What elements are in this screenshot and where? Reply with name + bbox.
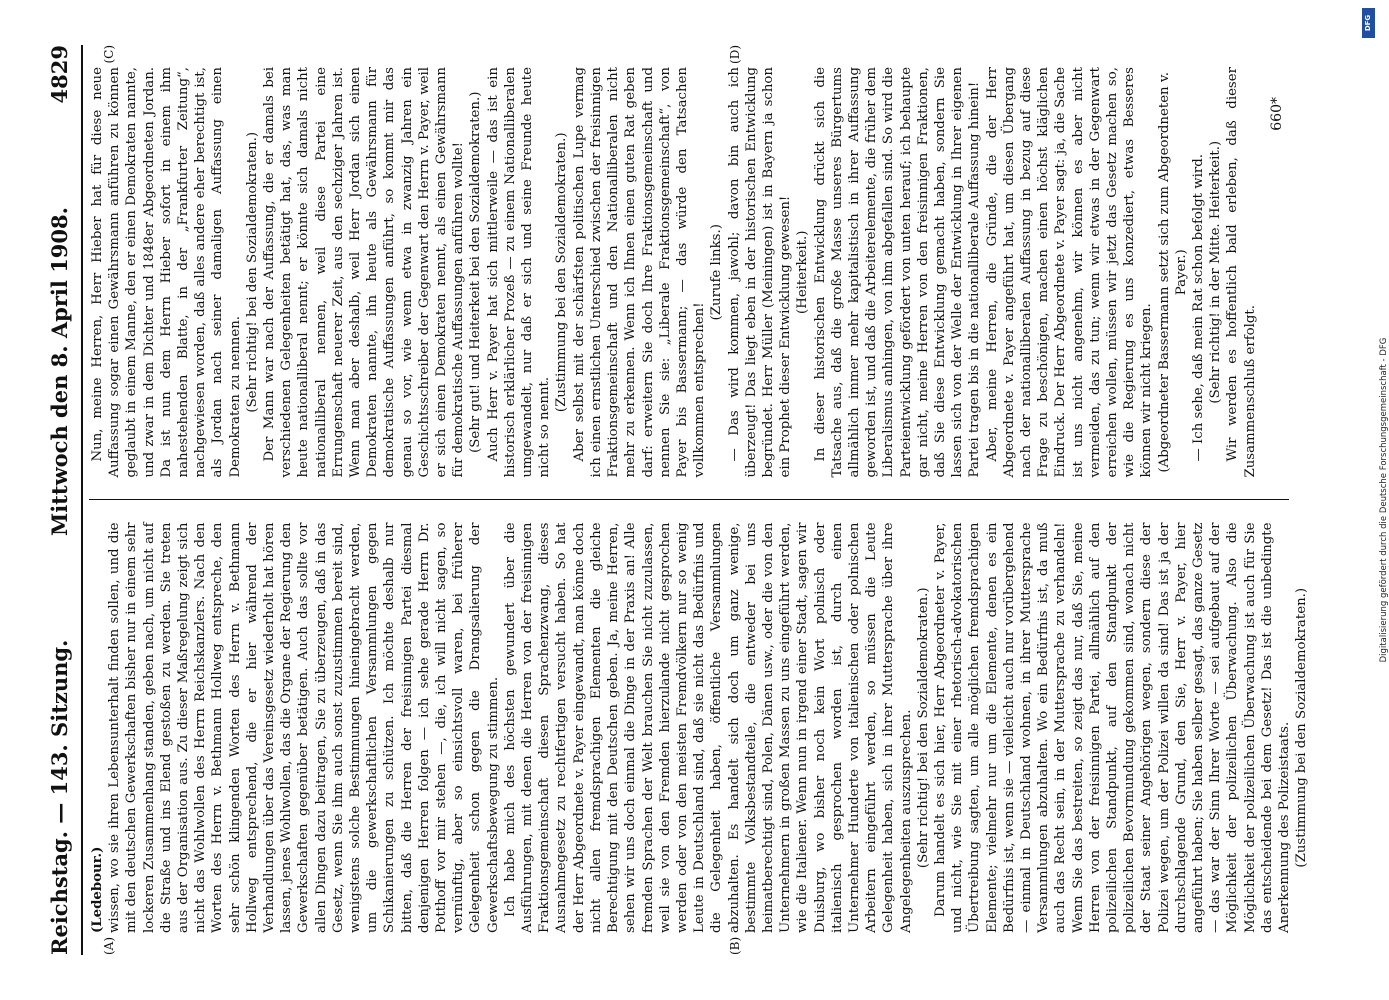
header-date: Mittwoch den 8. April 1908. [46, 207, 72, 537]
paragraph: Nun, meine Herren, Herr Hieber hat für diese neue Auffassung sogar einen Gewährsmann anführen zu können geglaubt in einem Manne, den er einen Demokraten nannte, und zwar in dem Dichter und 1848er Abgeordneten Jordan. Da ist nun dem Herrn Hieber sofort in einem ihm nahestehenden Blatte, in der „Frankfurter Zeitung“, nachgewiesen worden, daß alles andere eher berechtigt ist, als Jordan nach seiner damaligen Auffassung einen Demokraten zu nennen. [89, 67, 243, 478]
paragraph: Auch Herr v. Payer hat sich mittlerweile — das ist ein historisch erklärlicher Prozeß — zu einem Nationalliberalen umgewandelt, nur daß er sich und seine Freunde heute nicht so nennt. [485, 67, 552, 478]
paragraph: Darum handelt es sich hier, Herr Abgeordneter v. Payer, und nicht, wie Sie mit einer rhetorisch-advokatorischen Übertreibung sagten, um alle möglichen fremdsprachigen Elemente; vielmehr nur um die Elemente, denen es ein Bedürfnis ist, wenn sie — vielleicht auch nur vorübergehend — einmal in Deutschland wohnen, in ihrer Muttersprache Versammlungen abzuhalten. Wo ein Bedürfnis ist, da muß auch das Recht sein, in der Muttersprache zu verhandeln! Wenn Sie das bestreiten, so zeigt das nur, daß Sie, meine Herren von der freisinnigen Partei, allmählich auf den polizeilichen Standpunkt, auf den Standpunkt der polizeilichen Bevormundung gekommen sind, wonach nicht der Staat seiner Angehörigen wegen, sondern diese der Polizei wegen, um der Polizei willen da sind! Das ist ja der durchschlagende Grund, den Sie, Herr v. Payer, hier angeführt haben; Sie haben selber gesagt, das ganze Gesetz — das war der Sinn Ihrer Worte — sei aufgebaut auf der Möglichkeit der polizeilichen Überwachung. Also die Möglichkeit der polizeilichen Überwachung ist auch für Sie das entscheidende bei dem Gesetz! Das ist die unbedingte Anerkennung des Polizeistaats. [932, 522, 1292, 933]
paragraph: Wir werden es hoffentlich bald erleben, daß dieser Zusammenschluß erfolgt. [1224, 67, 1258, 478]
paragraph: Der Mann war nach der Auffassung, die er damals bei verschiedenen Gelegenheiten betätigt hat, das, was man heute nationalliberal nennt; er könnte sich damals nicht nationalliberal nennen, weil diese Partei eine Errungenschaft neuerer Zeit, aus den sechziger Jahren ist. Wenn man aber deshalb, weil Herr Jordan sich einen Demokraten nannte, ihn heute als Gewährsmann für demokratische Auffassungen anführt, so kommt mir das genau so vor, wie wenn etwa in zwanzig Jahren ein Geschichtsschreiber der Gegenwart den Herrn v. Payer, weil er sich einen Demokraten nennt, als einen Gewährsmann für demokratische Auffassungen anführen wollte! [261, 67, 466, 478]
margin-marker-a: (A) [101, 936, 116, 955]
margin-marker-b: (B) [727, 936, 742, 955]
page-header [47, 45, 83, 955]
interjection: (Sehr richtig! bei den Sozialdemokraten.) [244, 131, 260, 413]
rotated-document-page [47, 35, 1337, 965]
interjection: (Zurufe links.) [708, 224, 724, 321]
interjection: (Sehr richtig! bei den Sozialdemokraten.) [915, 587, 931, 869]
interjection: (Abgeordneter Bassermann setzt sich zum Abgeordneten v. Payer.) [1156, 71, 1189, 473]
interjection: (Heiterkeit.) [794, 230, 810, 314]
paragraph: Aber, meine Herren, die Gründe, die der Herr Abgeordnete v. Payer angeführt hat, um diesen Übergang nach der nationalliberalen Auffassung in bezug auf diese Frage zu beschönigen, machen einen höchst kläglichen Eindruck. Der Herr Abgeordnete v. Payer sagt: ja, die Sache ist uns nicht angenehm, wir können es aber nicht vermeiden, das zu tun; wenn wir etwas in der Gegenwart erreichen wollen, müssen wir jetzt das Gesetz machen so, wie die Regierung es uns konzediert, etwas Besseres können wir nicht kriegen. [984, 67, 1154, 478]
header-session: Reichstag. — 143. Sitzung. [46, 639, 72, 955]
header-page-number: 4829 [46, 45, 72, 104]
margin-marker-d: (D) [727, 45, 742, 64]
paragraph: Ich habe mich des höchsten gewundert über die Ausführungen, mit denen die Herren von der freisinnigen Fraktionsgemeinschaft diesen Sprachenzwang, dieses Ausnahmegesetz zu rechtfertigen versucht haben. So hat der Herr Abgeordnete v. Payer eingewandt, man könne doch nicht allen fremdsprachigen Elementen die gleiche Berechtigung mit den Deutschen geben. Ja, meine Herren, sehen wir uns doch einmal die Dinge in der Praxis an! Alle fremden Sprachen der Welt brauchen Sie nicht zuzulassen, weil sie von den Fremden hierzulande nicht gesprochen werden oder von den meisten Fremdvölkern nur so wenig Leute in Deutschland sind, daß sie nicht das Bedürfnis und die Gelegenheit haben, öffentliche Versammlungen abzuhalten. Es handelt sich doch um ganz wenige, bestimmte Volksbestandteile, die entweder bei uns heimatberechtigt sind, Polen, Dänen usw., oder die von den Unternehmern in großen Massen zu uns eingeführt werden, wie die Italiener. Wenn nun in irgend einer Stadt, sagen wir Duisburg, wo bisher noch kein Wort polnisch oder italienisch gesprochen worden ist, durch einen Unternehmer Hunderte von italienischen oder polnischen Arbeitern eingeführt werden, so müssen die Leute Gelegenheit haben, sich in ihrer Muttersprache über ihre Angelegenheiten auszusprechen. [502, 522, 914, 933]
margin-marker-c: (C) [101, 45, 116, 64]
right-column [89, 45, 1289, 501]
paragraph: wissen, wo sie ihren Lebensunterhalt finden sollen, und die mit den deutschen Gewerkschaften bisher nur in einem sehr lockeren Zusammenhang standen, geben nach, um nicht auf die Straße und ins Elend gestoßen zu werden. Sie treten aus der Organisation aus. Zu dieser Maßregelung zeigt sich nicht das Wohlwollen des Herrn Reichskanzlers. Nach den Worten des Herrn v. Bethmann Hollweg entspreche, den sehr schön klingenden Worten des Herrn v. Bethmann Hollweg entsprechend, die er hier während der Verhandlungen über das Vereinsgesetz wiederholt hat hören lassen, jenes Wohlwollen, das die Organe der Regierung den Gewerkschaften gegenüber betätigen. Auch das sollte vor allen Dingen dazu beitragen, Sie zu überzeugen, daß in das Gesetz, wenn Sie ihm auch sonst zuzustimmen bereit sind, wenigstens solche Bestimmungen hineingebracht werden, um die gewerkschaftlichen Versammlungen gegen Schikanierungen zu schützen. Ich möchte deshalb nur bitten, daß die Herren der freisinnigen Partei diesmal denjenigen Herren folgen — ich sehe gerade Herrn Dr. Potthoff vor mir stehen —, die, ich will nicht sagen, so vernünftig, aber so einsichtsvoll waren, bei früherer Gelegenheit schon gegen die Drangsalierung der Gewerkschaftsbewegung zu stimmen. [106, 522, 501, 933]
signature-mark: 660* [1268, 97, 1285, 131]
dfg-logo: DFG [1362, 8, 1375, 38]
paragraph: Aber selbst mit der schärfsten politischen Lupe vermag ich einen ernstlichen Unterschied zwischen der freisinnigen Fraktionsgemeinschaft und den Nationalliberalen nicht mehr zu erkennen. Wenn ich Ihnen einen guten Rat geben darf: erweitern Sie doch Ihre Fraktionsgemeinschaft und nennen Sie sie: „Liberale Fraktionsgemeinschaft“, von Payer bis Bassermann; — das würde den Tatsachen vollkommen entsprechen! [571, 67, 707, 478]
paragraph: — Ich sehe, daß mein Rat schon befolgt wird. [1190, 154, 1206, 462]
interjection: (Zustimmung bei den Sozialdemokraten.) [1293, 587, 1309, 868]
paragraph: In dieser historischen Entwicklung drückt sich die Tatsache aus, daß die große Masse unseres Bürgertums allmählich immer mehr kapitalistisch in ihrer Auffassung geworden ist, und daß die Arbeiterelemente, die früher dem Liberalismus anhingen, von ihm abgefallen sind. So wird die Parteientwicklung gefördert von unten herauf; ich behaupte gar nicht, meine Herren von den freisinnigen Fraktionen, daß Sie diese Entwicklung gemacht haben, sondern Sie lassen sich von der Welle der Entwicklung in Ihrer eigenen Partei tragen bis in die nationalliberale Auffassung hinein! [812, 67, 982, 478]
interjection: (Sehr gut! und Heiterkeit bei den Sozialdemokraten.) [467, 91, 483, 453]
interjection: (Sehr richtig! in der Mitte. Heiterkeit.) [1207, 140, 1223, 404]
left-column [89, 501, 1309, 956]
speaker-name: (Ledebour.) [89, 846, 105, 933]
text-columns [89, 45, 1309, 955]
paragraph: — Das wird kommen, jawohl; davon bin auch ich überzeugt! Das liegt eben in der historischen Entwicklung begründet. Herr Müller (Meiningen) ist in Bayern ja schon ein Prophet dieser Entwicklung gewesen! [726, 67, 793, 478]
interjection: (Zustimmung bei den Sozialdemokraten.) [553, 132, 569, 413]
